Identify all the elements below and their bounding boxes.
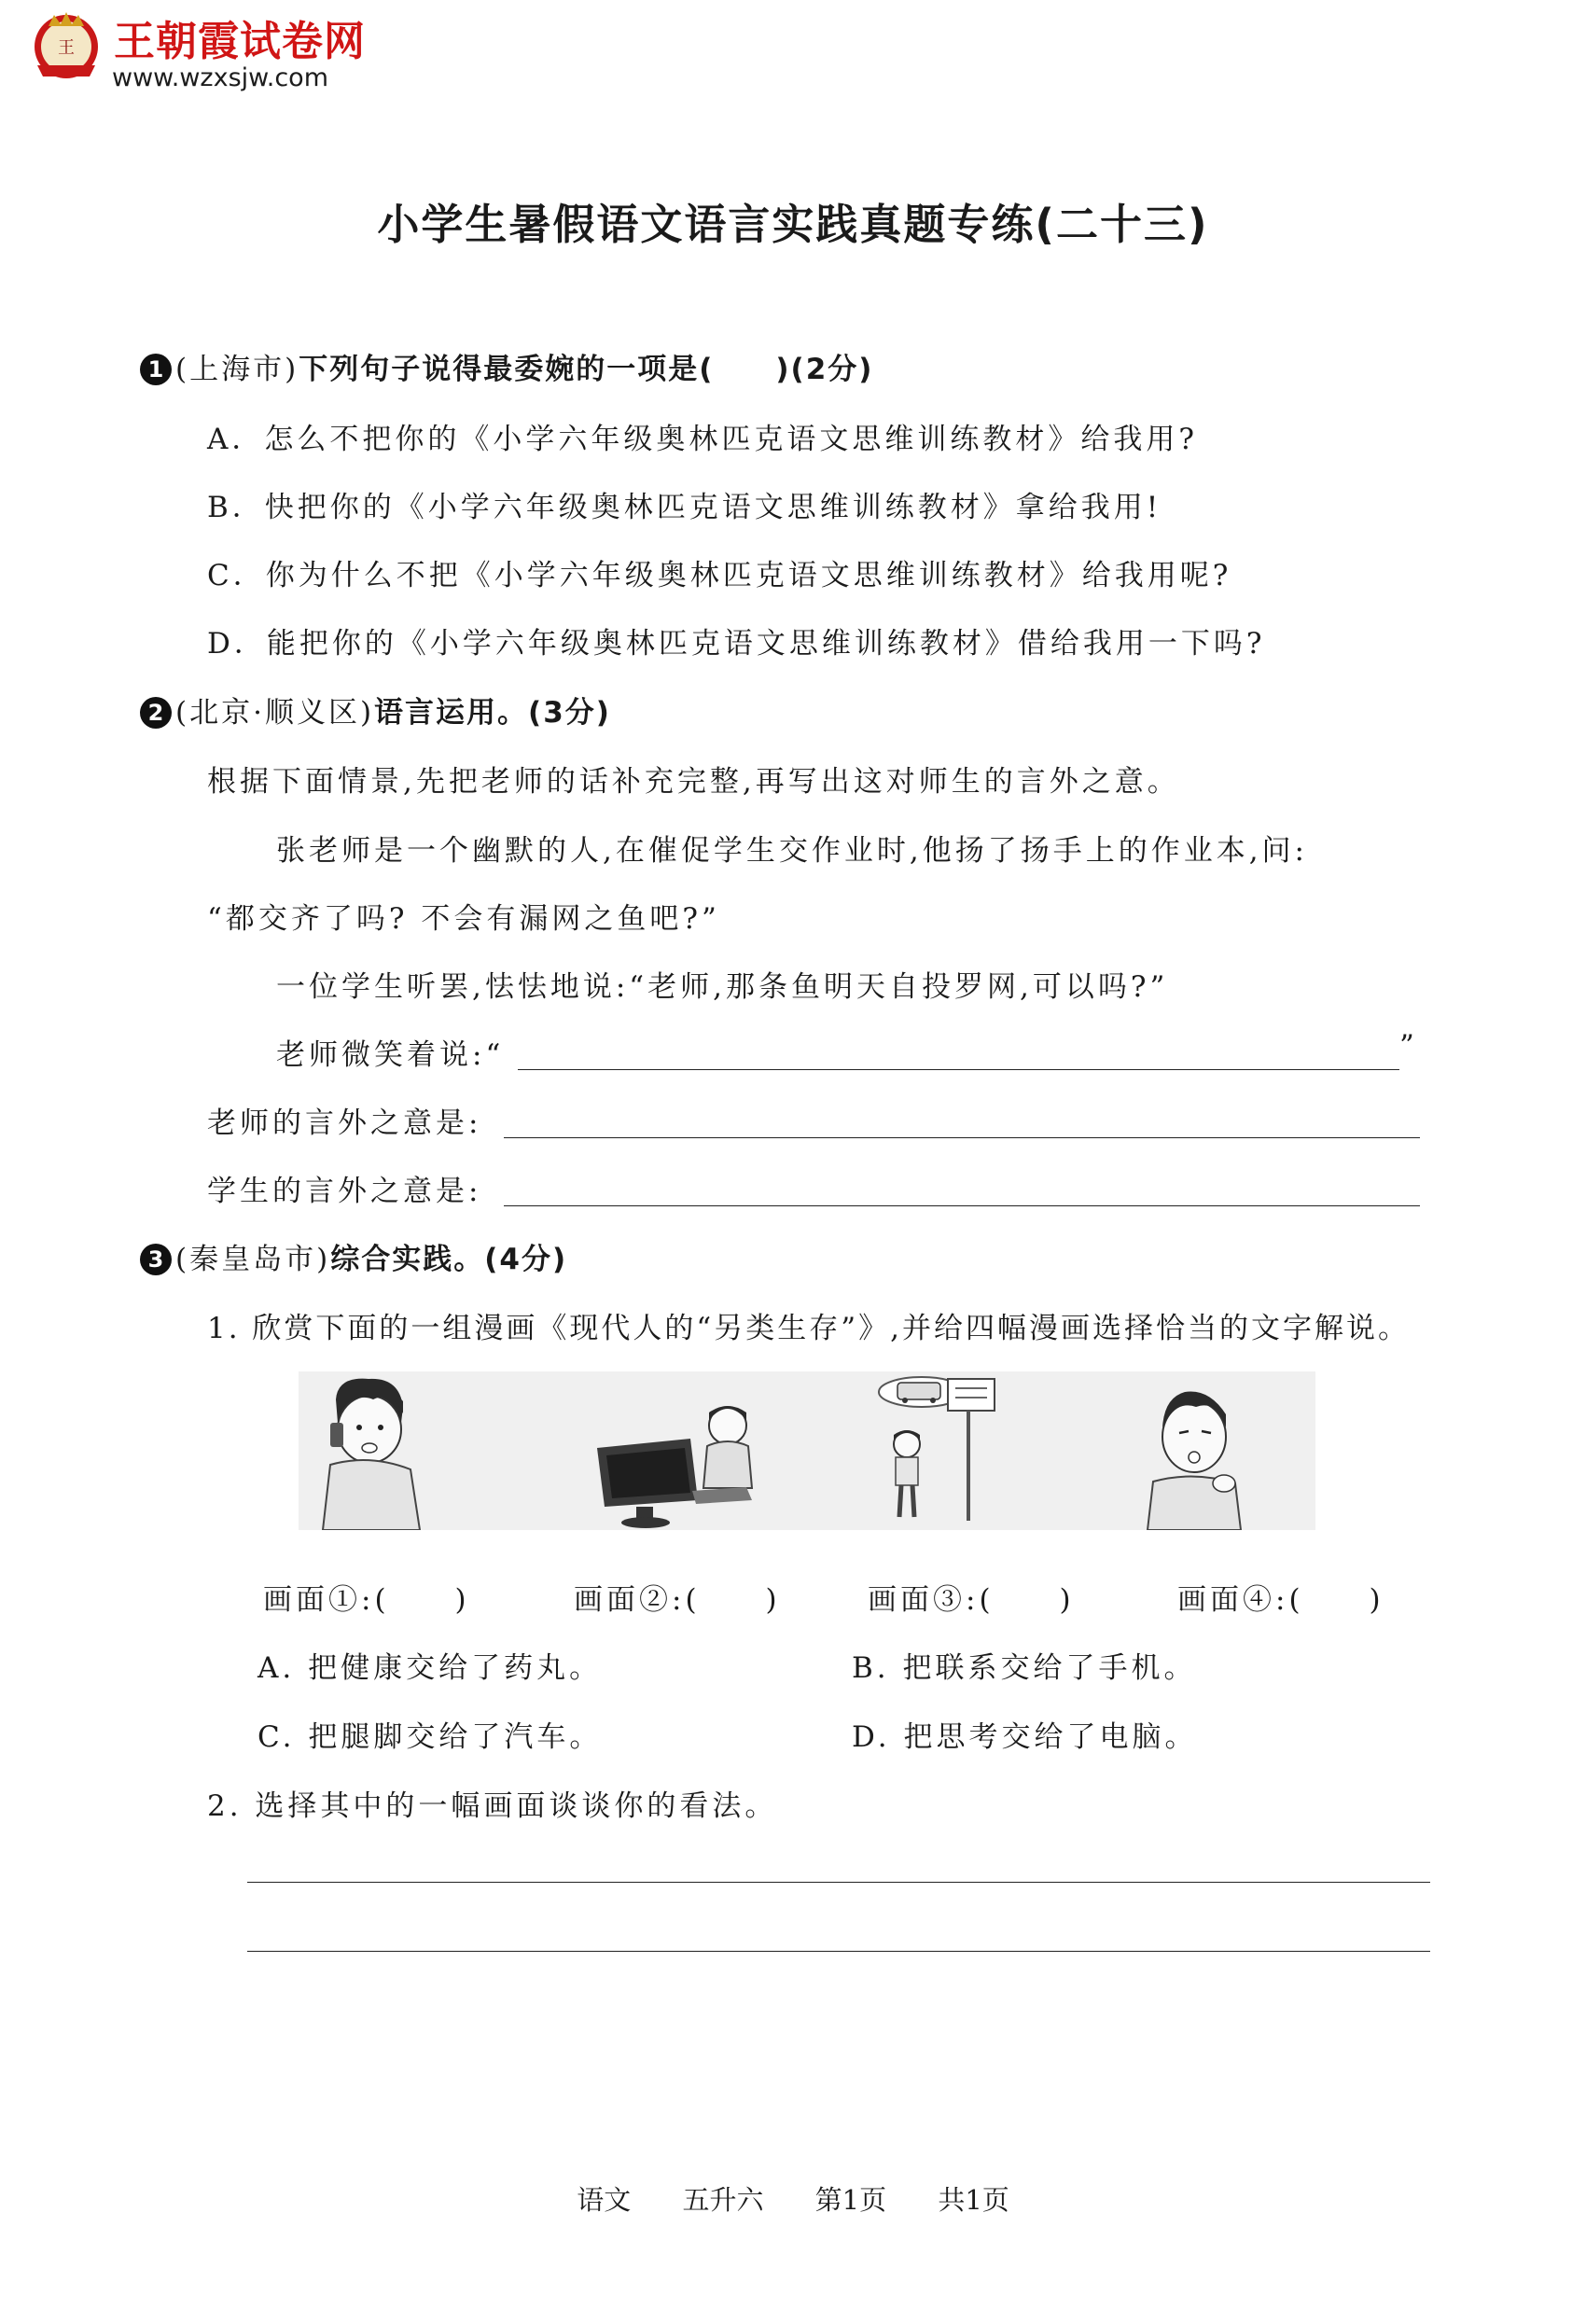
opinion-answer-line-1[interactable] [247,1882,1430,1883]
student-meaning-blank[interactable] [504,1205,1420,1206]
q3-choice-d: D. 把思考交给了电脑。 [852,1720,1198,1754]
q2-teacher-said-label: 老师微笑着说:“ [276,1038,505,1072]
svg-text:王: 王 [58,38,75,58]
footer-page-number: 第1页 [814,2184,887,2216]
question-stem: 综合实践。(4分) [330,1243,568,1276]
q3-choice-b: B. 把联系交给了手机。 [852,1651,1197,1685]
q3-sub2-prompt: 2. 选择其中的一幅画面谈谈你的看法。 [207,1789,778,1823]
q2-student-reply: 一位学生听罢,怯怯地说:“老师,那条鱼明天自投罗网,可以吗?” [276,970,1169,1004]
picture-4-answer[interactable]: 画面④:( ) [1177,1583,1384,1617]
q1-option-c: C．你为什么不把《小学六年级奥林匹克语文思维训练教材》给我用呢? [207,559,1232,592]
question-source: (上海市) [175,353,299,386]
question-3-header [140,1235,567,1277]
q2-scenario-line2: “都交齐了吗? 不会有漏网之鱼吧?” [207,902,720,936]
q2-instruction: 根据下面情景,先把老师的话补充完整,再写出这对师生的言外之意。 [207,765,1180,799]
q2-student-meaning-label: 学生的言外之意是: [207,1175,482,1208]
brand-logo-badge [28,7,104,84]
crown-emblem-icon [28,7,104,84]
page-footer [0,2179,1586,2218]
question-1-header [140,345,873,387]
q1-option-b: B．快把你的《小学六年级奥林匹克语文思维训练教材》拿给我用! [207,491,1162,524]
question-2-header [140,689,611,731]
page-title: 小学生暑假语文语言实践真题专练(二十三) [377,200,1209,249]
q3-choice-a: A. 把健康交给了药丸。 [257,1651,603,1685]
q3-choice-c: C. 把腿脚交给了汽车。 [257,1720,603,1754]
q2-close-quote: ” [1399,1029,1418,1063]
q2-scenario-line1: 张老师是一个幽默的人,在催促学生交作业时,他扬了扬手上的作业本,问: [276,834,1309,868]
teacher-answer-blank[interactable] [518,1069,1399,1070]
picture-2-answer[interactable]: 画面②:( ) [574,1583,781,1617]
q1-option-d: D．能把你的《小学六年级奥林匹克语文思维训练教材》借给我用一下吗? [207,627,1266,661]
question-source: (秦皇岛市) [175,1243,331,1276]
brand-name: 王朝霞试卷网 [114,18,366,65]
q1-option-a: A．怎么不把你的《小学六年级奥林匹克语文思维训练教材》给我用? [207,423,1199,456]
question-source: (北京·顺义区) [175,696,375,730]
q3-sub1-prompt: 1. 欣赏下面的一组漫画《现代人的“另类生存”》,并给四幅漫画选择恰当的文字解说。 [207,1312,1410,1345]
comic-strip [299,1371,1315,1530]
question-stem: 语言运用。(3分) [374,696,611,730]
question-number-badge: 2 [140,697,172,729]
picture-1-answer[interactable]: 画面①:( ) [263,1583,470,1617]
picture-3-answer[interactable]: 画面③:( ) [868,1583,1075,1617]
question-number-badge: 3 [140,1244,172,1275]
q2-teacher-meaning-label: 老师的言外之意是: [207,1106,482,1140]
question-number-badge: 1 [140,354,172,385]
footer-total-pages: 共1页 [938,2184,1009,2216]
question-stem: 下列句子说得最委婉的一项是( )(2分) [299,353,874,386]
opinion-answer-line-2[interactable] [247,1951,1430,1952]
footer-subject: 语文 [577,2184,632,2216]
footer-grade: 五升六 [682,2184,764,2216]
brand-url[interactable]: www.wzxsjw.com [112,63,329,92]
teacher-meaning-blank[interactable] [504,1137,1420,1138]
